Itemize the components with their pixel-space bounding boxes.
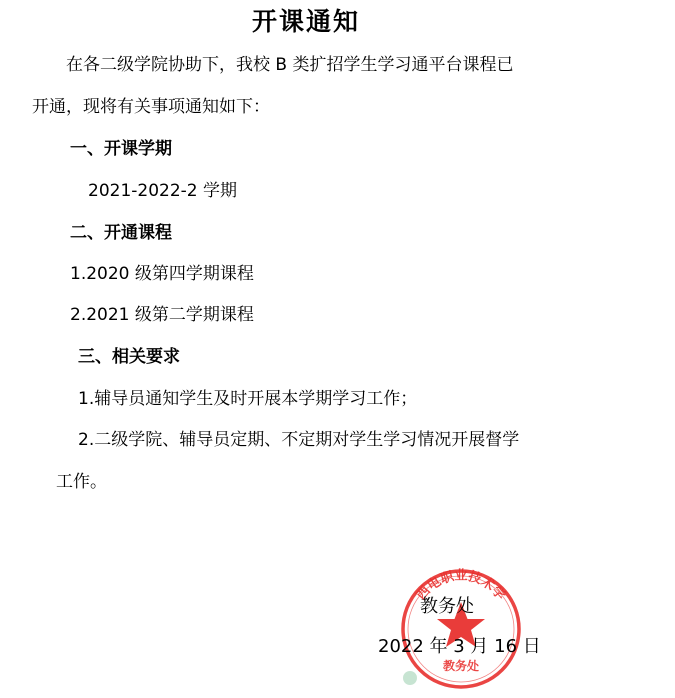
signature-department: 教务处 bbox=[420, 596, 474, 617]
section-3-item-2-line-1: 2.二级学院、辅导员定期、不定期对学生学习情况开展督学 bbox=[78, 430, 520, 450]
intro-line-1: 在各二级学院协助下，我校 B 类扩招学生学习通平台课程已 bbox=[66, 55, 514, 75]
svg-text:教务处: 教务处 bbox=[442, 659, 480, 673]
svg-text:西电职业技术学: 西电职业技术学 bbox=[414, 568, 508, 604]
signature-date: 2022 年 3 月 16 日 bbox=[378, 636, 541, 657]
section-1-heading: 一、开课学期 bbox=[70, 139, 172, 159]
section-3-item-2-line-2: 工作。 bbox=[56, 472, 107, 492]
section-2-item-1: 1.2020 级第四学期课程 bbox=[70, 264, 254, 284]
intro-line-2: 开通，现将有关事项通知如下： bbox=[32, 97, 270, 117]
notice-title: 开课通知 bbox=[252, 7, 361, 36]
section-3-item-1: 1.辅导员通知学生及时开展本学期学习工作； bbox=[78, 389, 418, 409]
section-2-heading: 二、开通课程 bbox=[70, 223, 172, 243]
section-1-item: 2021-2022-2 学期 bbox=[88, 181, 238, 201]
official-seal-stamp bbox=[398, 566, 524, 692]
section-3-heading: 三、相关要求 bbox=[78, 347, 180, 367]
section-2-item-2: 2.2021 级第二学期课程 bbox=[70, 305, 254, 325]
